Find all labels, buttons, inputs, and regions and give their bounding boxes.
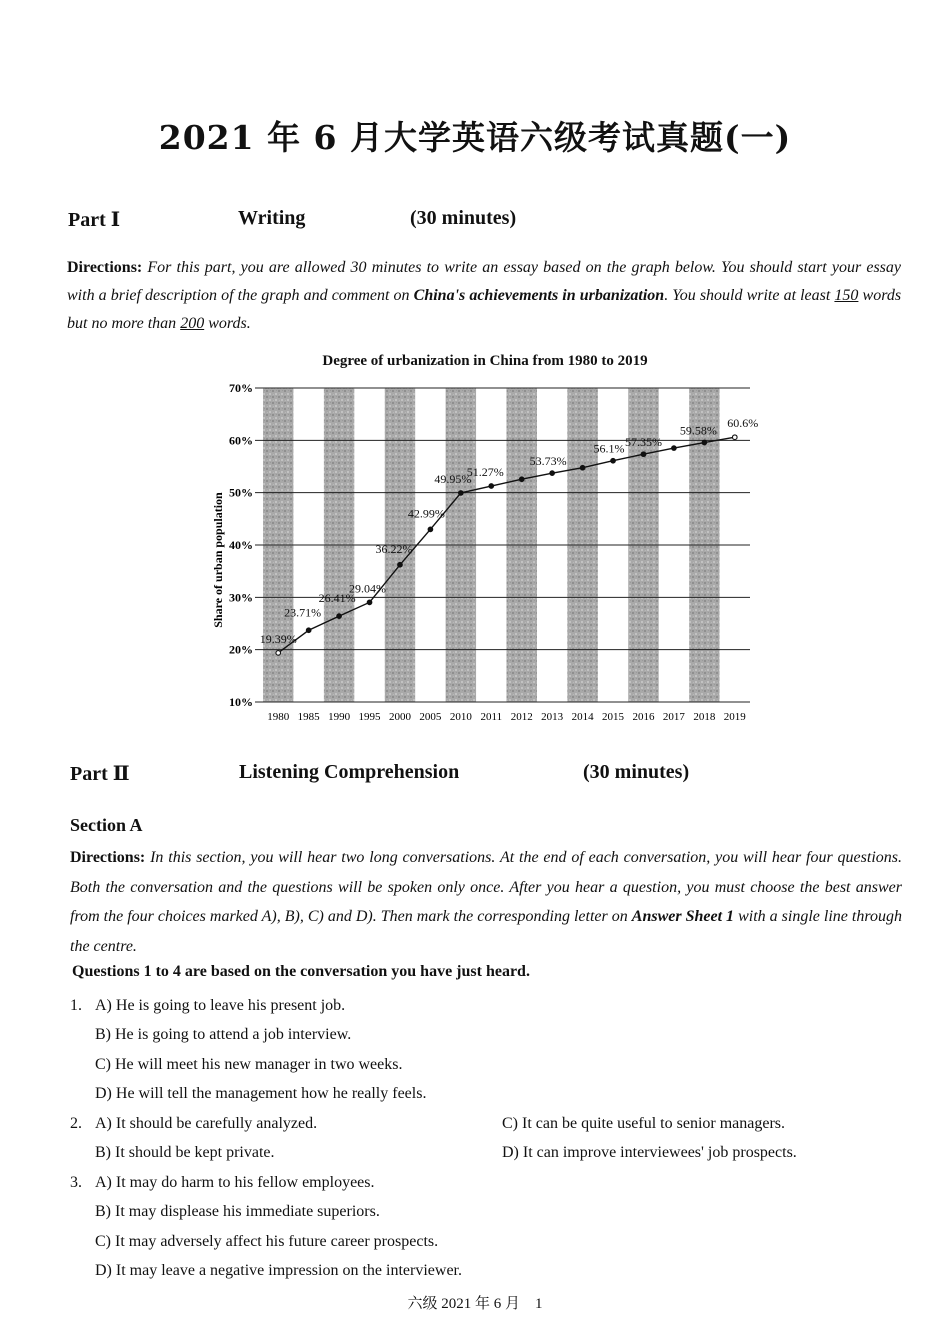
q2-number: 2. [70,1115,82,1132]
q1-option-a: A) He is going to leave his present job. [95,997,346,1014]
directions-topic: China's achievements in urbanization [413,287,665,304]
q2-option-d: D) It can improve interviewees' job prospects. [502,1144,797,1161]
x-tick-label: 1990 [328,711,351,723]
data-label: 49.95% [434,471,472,486]
data-label: 56.1% [593,441,625,456]
data-point [367,600,372,605]
page-footer: 六级 2021 年 6 月 1 [407,1296,543,1312]
q3-option-c: C) It may adversely affect his future career prospects. [95,1233,439,1250]
part1-name: Writing [238,207,306,229]
data-label: 57.35% [624,435,662,450]
x-tick-label: 1995 [358,711,381,723]
q2-option-c: C) It can be quite useful to senior managers. [502,1115,786,1132]
max-words: 200 [180,315,205,332]
data-point [459,491,464,496]
data-point [489,484,494,489]
directions-text-2: . You should write at least [664,287,831,304]
data-label: 42.99% [407,506,445,521]
data-point [519,477,524,482]
data-point [276,651,281,656]
x-tick-label: 2016 [632,711,655,723]
y-axis-label: Share of urban population [211,492,225,628]
x-tick-label: 2014 [571,711,594,723]
x-tick-label: 2012 [510,711,533,723]
directions2-text-1: In this section, you will hear two long conversations. At the end of each conversation, you will hear four questions. Both the conversation and the questions will be spoken only once. After you hear a question, you must choose the best answer from the four choices marked A), B), C) and D). Then mark the corresponding letter on [70,849,903,925]
data-label: 53.73% [529,454,567,469]
chart-title: Degree of urbanization in China from 1980 to 2019 [322,353,648,369]
data-point [641,452,646,457]
x-tick-label: 2005 [419,711,442,723]
data-point [702,440,707,445]
y-tick-label: 60% [229,433,253,448]
data-label: 23.71% [284,605,322,620]
q3-number: 3. [70,1174,82,1191]
data-point [306,628,311,633]
x-tick-label: 2010 [449,711,472,723]
directions-head: Directions: [67,259,143,276]
directions-listening [70,843,902,961]
q3-option-a: A) It may do harm to his fellow employees. [95,1174,375,1191]
y-tick-label: 70% [229,381,253,395]
page-title: 2021 年 6 月大学英语六级考试真题(一) [158,118,792,157]
directions-text-3: words but no more than [67,287,902,332]
directions2-text-2: with a single line through the centre. [70,908,902,955]
q2-option-b: B) It should be kept private. [95,1144,275,1161]
data-label: 29.04% [349,581,387,596]
q1-number: 1. [70,997,82,1014]
directions-text-4: words. [208,315,251,332]
part1-time: (30 minutes) [410,207,517,229]
min-words: 150 [834,287,859,304]
q1-option-c: C) He will meet his new manager in two weeks. [95,1056,403,1073]
data-label: 60.6% [727,416,759,431]
x-tick-label: 2011 [480,711,503,723]
part1-label: Part Ⅰ [68,209,121,231]
directions-text-1: For this part, you are allowed 30 minutes to write an essay based on the graph below. You should start your essay with a brief description of the graph and comment on [67,259,902,304]
y-tick-label: 50% [229,485,253,500]
q3-option-b: B) It may displease his immediate superiors. [95,1203,380,1220]
x-tick-label: 2000 [388,711,411,723]
q2-option-a: A) It should be carefully analyzed. [95,1115,318,1132]
section-a-heading: Section A [70,815,143,835]
y-tick-label: 10% [229,695,253,709]
data-point [611,458,616,463]
part2-label: Part Ⅱ [70,763,130,785]
data-point [732,435,737,440]
x-tick-label: 2017 [662,711,685,723]
data-label: 19.39% [259,631,297,646]
y-tick-label: 20% [229,642,253,657]
data-point [428,527,433,532]
x-tick-label: 2018 [693,711,716,723]
x-tick-label: 1980 [267,711,290,723]
x-tick-label: 1985 [297,711,320,723]
data-point [580,465,585,470]
q1-option-b: B) He is going to attend a job interview. [95,1026,352,1043]
data-label: 36.22% [375,541,413,556]
data-point [550,471,555,476]
data-point [337,614,342,619]
x-tick-label: 2019 [723,711,746,723]
data-label: 59.58% [679,423,717,438]
directions2-head: Directions: [70,849,146,866]
data-label: 26.41% [318,591,356,606]
data-point [398,562,403,567]
q1-option-d: D) He will tell the management how he really feels. [95,1085,427,1102]
directions-writing [67,254,901,338]
data-point [672,446,677,451]
q3-option-d: D) It may leave a negative impression on the interviewer. [95,1262,462,1279]
data-label: 51.27% [466,465,504,480]
y-tick-label: 30% [229,590,253,605]
questions-intro: Questions 1 to 4 are based on the conversation you have just heard. [72,963,530,980]
x-tick-label: 2015 [602,711,625,723]
part2-name: Listening Comprehension [239,761,460,783]
x-tick-label: 2013 [541,711,564,723]
answer-sheet: Answer Sheet 1 [631,908,735,925]
urbanization-chart [200,372,770,730]
part2-time: (30 minutes) [583,761,690,783]
y-tick-label: 40% [229,538,253,552]
